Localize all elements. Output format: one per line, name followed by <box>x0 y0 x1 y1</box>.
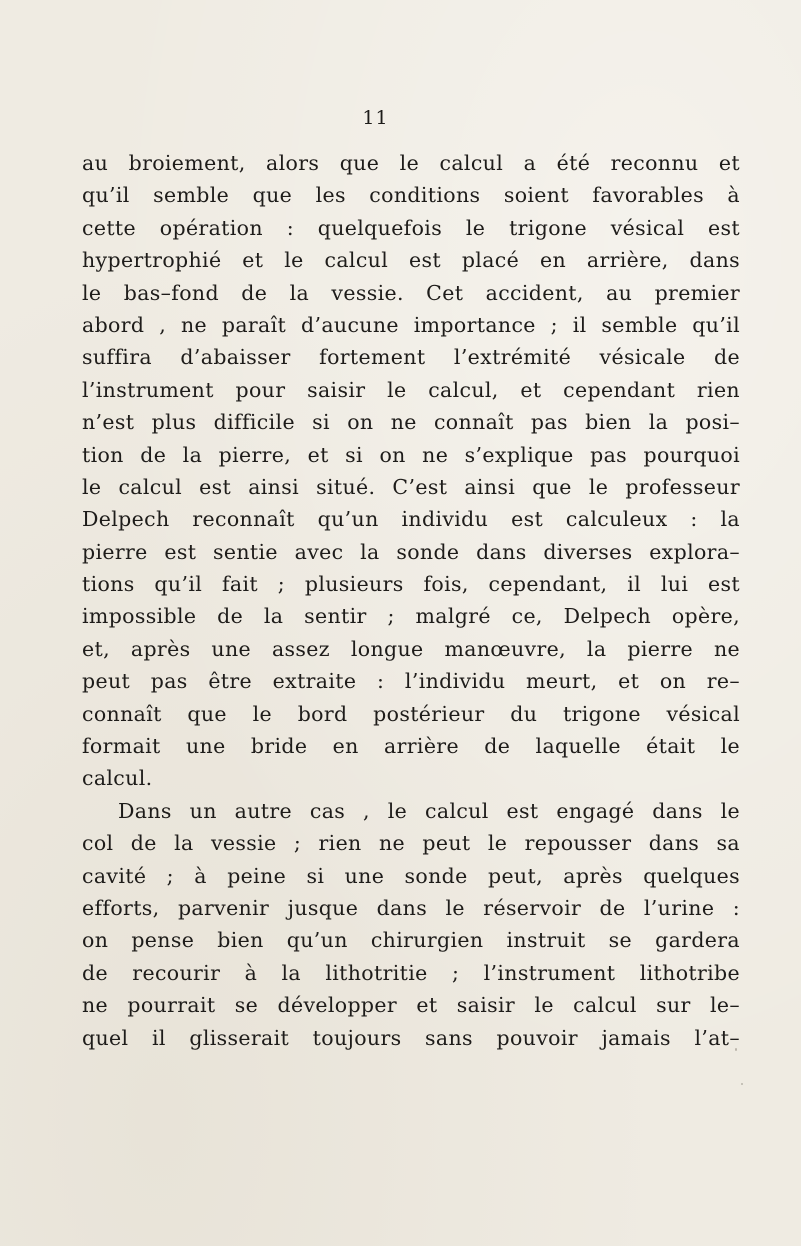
text-line: Dans un autre cas , le calcul est engagé dans le <box>118 798 740 823</box>
text-line: col de la vessie ; rien ne peut le repousser dans sa <box>82 831 740 856</box>
text-line: au broiement, alors que le calcul a été reconnu et <box>82 151 740 175</box>
text-line: tion de la pierre, et si on ne s’explique pas pourquoi <box>82 442 740 467</box>
text-line: pierre est sentie avec la sonde dans diverses explora– <box>82 539 740 564</box>
text-line: le bas–fond de la vessie. Cet accident, au premier <box>82 280 740 305</box>
text-line: connaît que le bord postérieur du trigone vésical <box>82 701 740 726</box>
page-number: 11 <box>362 107 389 129</box>
text-line: peut pas être extraite : l’individu meurt, et on re– <box>82 669 740 694</box>
text-line: ne pourrait se développer et saisir le calcul sur le– <box>82 993 740 1018</box>
text-line: tions qu’il fait ; plusieurs fois, cependant, il lui est <box>82 572 740 597</box>
text-line: impossible de la sentir ; malgré ce, Delpech opère, <box>82 604 740 629</box>
text-line: formait une bride en arrière de laquelle était le <box>82 734 740 759</box>
text-line: cavité ; à peine si une sonde peut, après quelques <box>82 863 740 888</box>
paper-speck <box>735 1048 737 1051</box>
text-line: quel il glisserait toujours sans pouvoir jamais l’at– <box>82 1025 740 1050</box>
text-line: et, après une assez longue manœuvre, la pierre ne <box>82 636 740 661</box>
paper-speck <box>728 323 731 326</box>
text-line: abord , ne paraît d’aucune importance ; il semble qu’il <box>82 312 740 337</box>
text-line: cette opération : quelquefois le trigone vésical est <box>82 215 740 240</box>
text-line: qu’il semble que les conditions soient favorables à <box>82 183 740 208</box>
paper-speck <box>741 1083 743 1085</box>
text-line: efforts, parvenir jusque dans le réservoir de l’urine : <box>82 895 740 920</box>
text-line: l’instrument pour saisir le calcul, et cependant rien <box>82 377 740 402</box>
text-line: hypertrophié et le calcul est placé en arrière, dans <box>82 248 740 273</box>
text-line: suffira d’abaisser fortement l’extrémité vésicale de <box>82 345 740 370</box>
text-line: n’est plus difficile si on ne connaît pas bien la posi– <box>82 410 740 435</box>
text-line: de recourir à la lithotritie ; l’instrument lithotribe <box>82 960 740 985</box>
text-line: le calcul est ainsi situé. C’est ainsi que le professeur <box>82 474 740 499</box>
body-text <box>82 147 740 1054</box>
text-line: on pense bien qu’un chirurgien instruit se gardera <box>82 928 740 953</box>
text-line: Delpech reconnaît qu’un individu est calculeux : la <box>82 507 740 532</box>
text-line: calcul. <box>82 766 153 791</box>
